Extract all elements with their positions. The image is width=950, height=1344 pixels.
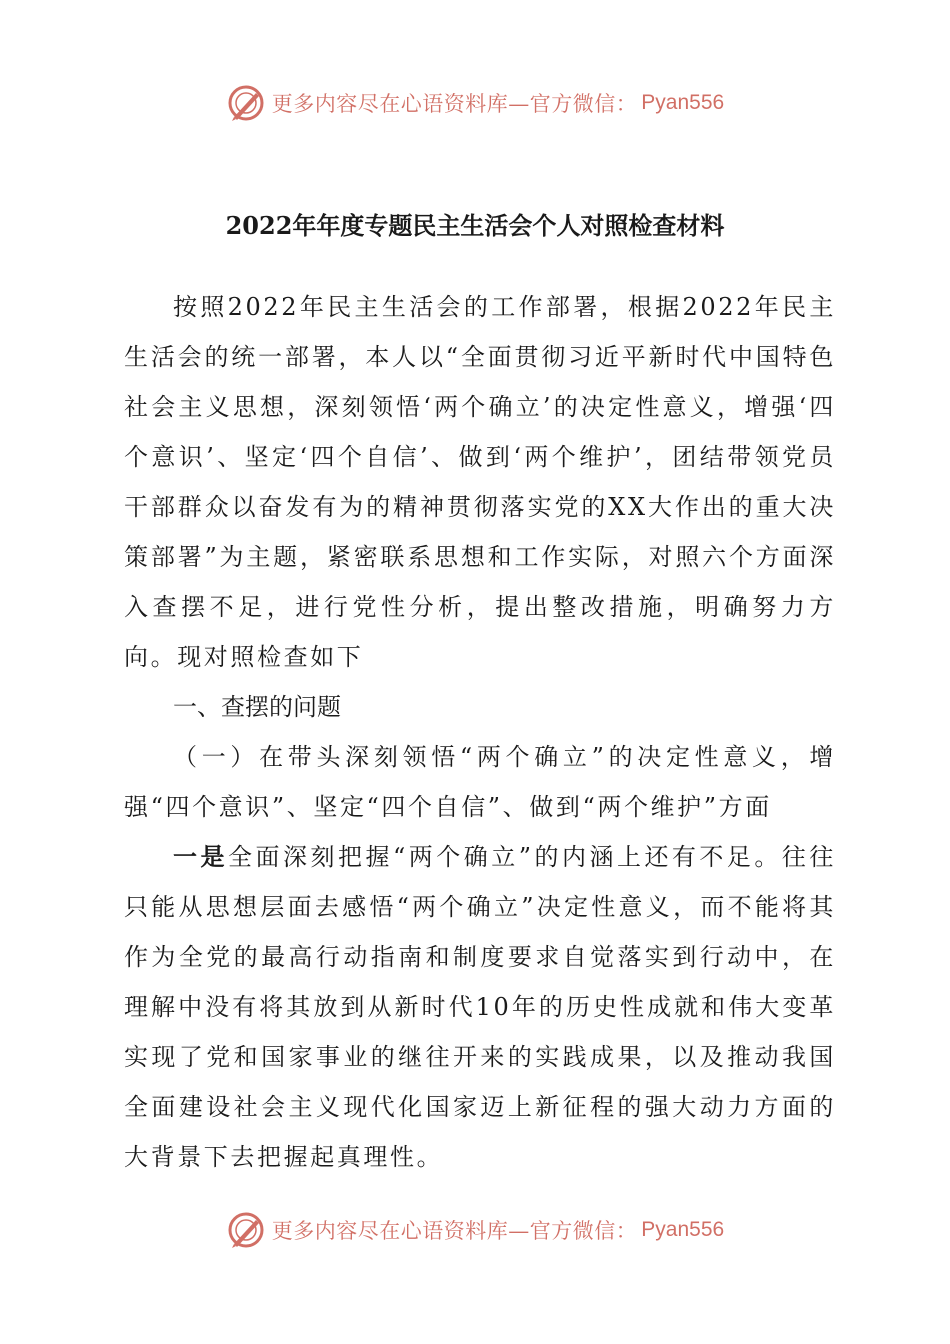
watermark-handle: Pyan556: [641, 1218, 725, 1241]
point-text: 全面深刻把握“两个确立”的内涵上还有不足。往往只能从思想层面去感悟“两个确立”决定性意义，而不能将其作为全党的最高行动指南和制度要求自觉落实到行动中，在理解中没有将其放到从新时代10年的历史性成就和伟大变革实现了党和国家事业的继往开来的实践成果，以及推动我国全面建设社会主义现代化国家迈上新征程的强大动力方面的大背景下去把握起真理性。: [124, 843, 837, 1171]
watermark-text: 更多内容尽在心语资料库—官方微信：: [271, 92, 638, 116]
point-lead: 一是: [173, 843, 228, 871]
point-paragraph: [124, 832, 836, 1182]
pen-circle-logo-icon: [226, 83, 266, 123]
document-body: [124, 282, 836, 1182]
watermark-header: [0, 83, 950, 123]
pen-circle-logo-icon: [226, 1210, 266, 1250]
watermark-handle: Pyan556: [641, 91, 725, 114]
watermark-footer: [0, 1210, 950, 1250]
watermark-text: 更多内容尽在心语资料库—官方微信：: [271, 1219, 638, 1243]
section-heading: 一、查摆的问题: [173, 693, 341, 721]
intro-paragraph: 按照2022年民主生活会的工作部署，根据2022年民主生活会的统一部署，本人以“全面贯彻习近平新时代中国特色社会主义思想，深刻领悟‘两个确立’的决定性意义，增强‘四个意识’、坚定‘四个自信’、做到‘两个维护’，团结带领党员干部群众以奋发有为的精神贯彻落实党的XX大作出的重大决策部署”为主题，紧密联系思想和工作实际，对照六个方面深入查摆不足，进行党性分析，提出整改措施，明确努力方向。现对照检查如下: [124, 293, 836, 671]
subsection-heading: （一）在带头深刻领悟“两个确立”的决定性意义，增强“四个意识”、坚定“四个自信”、做到“两个维护”方面: [124, 743, 836, 821]
document-title: 2022年年度专题民主生活会个人对照检查材料: [225, 211, 725, 240]
